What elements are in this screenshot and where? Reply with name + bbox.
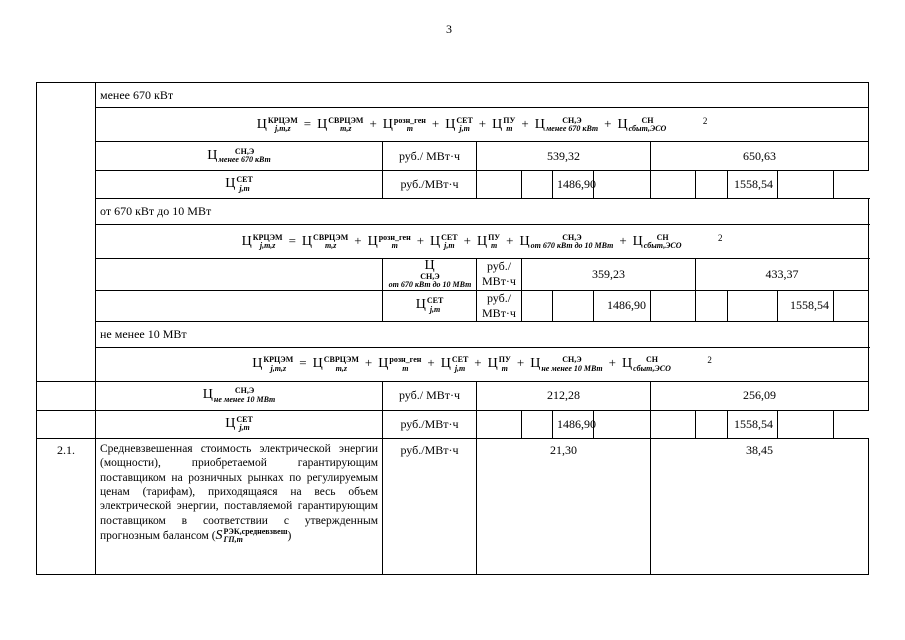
param-symbol <box>416 297 444 314</box>
value-cell: 1558,54 <box>728 410 778 438</box>
formula-term1-symbol-base: Ц <box>317 116 328 132</box>
formula-row <box>96 347 869 381</box>
formula-lhs-symbol-sub: j,m,z <box>259 240 276 250</box>
param-symbol-cell <box>96 381 383 410</box>
formula-term6-symbol-base: Ц <box>617 116 628 132</box>
param-symbol-sup: СН,Э <box>234 386 255 396</box>
formula-term4-symbol <box>477 234 500 251</box>
plus-sign: + <box>427 355 435 371</box>
equals-sign: = <box>303 115 312 131</box>
formula-term4-symbol-sup: ПУ <box>488 232 501 242</box>
formula-term1-symbol-base: Ц <box>312 356 323 372</box>
plus-sign: + <box>506 232 514 248</box>
footnote-mark: 2 <box>702 115 708 126</box>
formula-term2-symbol <box>383 117 426 134</box>
plus-sign: + <box>604 115 612 131</box>
formula-term3-symbol <box>441 356 469 373</box>
empty-cell <box>477 171 522 199</box>
param-symbol-base: Ц <box>202 387 213 403</box>
formula-term3-symbol-sup: СЕТ <box>441 232 458 242</box>
formula-term1-symbol-sup: СВРЦЭМ <box>313 232 349 242</box>
formula-term4-symbol-base: Ц <box>492 116 503 132</box>
formula-term6-symbol-sub: сбыт,ЭСО <box>633 363 671 373</box>
value-cell: 650,63 <box>651 142 869 171</box>
formula-term1-symbol <box>317 117 363 134</box>
param-symbol-cell <box>96 171 383 199</box>
formula-term2-symbol-base: Ц <box>367 233 378 249</box>
plus-sign: + <box>369 115 377 131</box>
param-symbol-sup: СН,Э <box>234 146 255 156</box>
param-symbol-base: Ц <box>225 176 236 192</box>
formula-term5-symbol-base: Ц <box>534 116 545 132</box>
param-symbol-cell <box>96 142 383 171</box>
formula-term6-symbol-sup: СН <box>656 232 669 242</box>
formula-row <box>96 108 869 142</box>
empty-cell <box>696 171 728 199</box>
formula-lhs-symbol-sup: КРЦЭМ <box>263 355 294 365</box>
empty-cell <box>651 171 696 199</box>
value-cell: 1558,54 <box>778 290 834 321</box>
formula-lhs-symbol-base: Ц <box>256 116 267 132</box>
formula-term3-symbol-sub: j,m <box>444 240 455 250</box>
footnote-mark: 2 <box>718 232 723 243</box>
number-cell-empty <box>37 381 96 410</box>
formula-term6-symbol <box>617 117 666 134</box>
plus-sign: + <box>474 355 482 371</box>
formula-term5-symbol <box>520 234 614 251</box>
param-symbol-sub: от 670 кВт до 10 МВт <box>388 280 472 290</box>
param-symbol-base: Ц <box>225 416 236 432</box>
unit-cell: руб./МВт·ч <box>383 438 477 574</box>
formula-term4-symbol <box>492 117 515 134</box>
item-description-text: Средневзвешенная стоимость электрической энергии (мощности), приобретаемой гарантирующим поставщиком на розничных рынках по регулируемым ценам (тарифам), приходящаяся на весь объем электрической энергии, поставляемой гарантирующим поставщиком в соответствии с утвержденным прогнозным балансом ( <box>100 442 378 543</box>
equals-sign: = <box>288 232 296 248</box>
formula-term3-symbol-base: Ц <box>445 116 456 132</box>
value-cell: 433,37 <box>696 259 869 291</box>
formula-lhs-symbol-sup: КРЦЭМ <box>252 232 283 242</box>
formula-term3-symbol-sup: СЕТ <box>451 355 469 365</box>
unit-cell: руб./ МВт·ч <box>383 142 477 171</box>
formula-term1-symbol-sub: m,z <box>335 363 347 373</box>
value-cell: 21,30 <box>477 438 651 574</box>
plus-sign: + <box>608 355 616 371</box>
param-symbol-sub: j,m <box>239 183 250 193</box>
formula-term2-symbol-sub: m <box>406 123 413 133</box>
formula-term4-symbol <box>488 356 511 373</box>
param-symbol-base: Ц <box>415 297 426 313</box>
empty-cell <box>778 410 834 438</box>
balance-symbol-base: S <box>215 528 223 544</box>
formula-term1-symbol-sub: m,z <box>324 240 337 250</box>
formula-term1-symbol <box>313 356 359 373</box>
empty-cell <box>696 290 728 321</box>
formula-term2-symbol-sup: розн_ген <box>389 355 422 365</box>
empty-cell <box>522 410 553 438</box>
formula-lhs-symbol-sup: КРЦЭМ <box>267 115 298 125</box>
formula-row <box>96 225 869 259</box>
formula-term2-symbol-sub: m <box>402 363 409 373</box>
formula-term1-symbol-sub: m,z <box>340 123 352 133</box>
formula-term3-symbol <box>445 117 473 134</box>
empty-cell <box>553 290 594 321</box>
param-symbol-cell <box>96 410 383 438</box>
number-cell-empty <box>96 259 383 291</box>
equals-sign: = <box>299 355 307 371</box>
formula-term4-symbol-base: Ц <box>476 233 488 249</box>
formula-term3-symbol <box>430 234 458 251</box>
plus-sign: + <box>354 232 362 248</box>
value-cell: 256,09 <box>651 381 869 410</box>
param-symbol <box>387 259 472 290</box>
value-cell: 1558,54 <box>728 171 778 199</box>
unit-cell: руб./МВт·ч <box>383 410 477 438</box>
param-symbol <box>225 416 253 433</box>
balance-symbol-sub: ГП,m <box>223 535 243 545</box>
section-label: менее 670 кВт <box>96 83 869 108</box>
unit-cell: руб./МВт·ч <box>383 171 477 199</box>
closing-paren: ) <box>287 530 292 543</box>
plus-sign: + <box>619 232 627 248</box>
value-cell: 1486,90 <box>553 410 594 438</box>
footnote-mark: 2 <box>707 355 712 366</box>
formula-term1-symbol-sup: СВРЦЭМ <box>328 115 364 125</box>
formula-lhs-symbol-sub: j,m,z <box>270 363 287 373</box>
empty-cell <box>594 171 651 199</box>
param-symbol-sub: j,m <box>239 423 250 433</box>
formula-term6-symbol-base: Ц <box>622 356 633 372</box>
param-symbol-sub: менее 670 кВт <box>218 155 271 164</box>
unit-cell: руб./ МВт·ч <box>383 381 477 410</box>
item-description <box>96 438 383 574</box>
formula-term6-symbol-sub: сбыт,ЭСО <box>628 123 667 133</box>
number-cell-empty <box>37 83 96 382</box>
empty-cell <box>477 410 522 438</box>
formula-term2-symbol-sup: розн_ген <box>393 115 426 125</box>
plus-sign: + <box>364 355 373 371</box>
formula-term4-symbol-sup: ПУ <box>503 115 516 125</box>
formula-term3-symbol-base: Ц <box>430 233 441 249</box>
empty-cell <box>651 410 696 438</box>
formula-term4-symbol-sup: ПУ <box>498 355 511 365</box>
formula-term5-symbol-sup: СН,Э <box>562 232 582 242</box>
empty-cell <box>728 290 778 321</box>
value-cell: 212,28 <box>477 381 651 410</box>
value-cell: 1486,90 <box>553 171 594 199</box>
param-symbol-sup: СЕТ <box>426 296 444 306</box>
plus-sign: + <box>516 355 525 371</box>
param-symbol-base: Ц <box>424 258 435 273</box>
param-symbol-sup: СН,Э <box>420 272 440 281</box>
param-symbol-cell <box>383 259 477 291</box>
param-symbol-sub: не менее 10 МВт <box>213 394 276 404</box>
param-symbol-sup: СЕТ <box>236 414 253 424</box>
formula-term1-symbol-sup: СВРЦЭМ <box>323 355 359 365</box>
formula-term4-symbol-sub: m <box>501 363 508 373</box>
item-number: 2.1. <box>37 438 96 574</box>
formula-lhs-symbol-sub: j,m,z <box>275 123 291 133</box>
tariff-table <box>36 82 869 575</box>
section-label: от 670 кВт до 10 МВт <box>96 199 869 225</box>
formula-term4-symbol-base: Ц <box>487 356 498 372</box>
formula-lhs-symbol <box>257 117 298 134</box>
value-cell: 539,32 <box>477 142 651 171</box>
formula-term5-symbol <box>535 117 598 134</box>
plus-sign: + <box>416 232 425 248</box>
formula-term5-symbol-base: Ц <box>519 233 530 249</box>
value-cell: 1486,90 <box>594 290 651 321</box>
formula-term4-symbol-sub: m <box>506 123 513 133</box>
plus-sign: + <box>478 115 487 131</box>
param-symbol-base: Ц <box>207 147 218 163</box>
value-cell: 359,23 <box>522 259 696 291</box>
formula-term5-symbol-sub: от 670 кВт до 10 МВт <box>530 240 614 250</box>
empty-cell <box>522 290 553 321</box>
unit-cell: руб./ МВт·ч <box>477 259 522 291</box>
param-symbol <box>203 387 275 404</box>
section-label: не менее 10 МВт <box>96 321 869 347</box>
formula-term5-symbol-sup: СН,Э <box>562 115 582 125</box>
formula-term5-symbol-base: Ц <box>530 356 541 372</box>
formula-term3-symbol-sup: СЕТ <box>456 115 473 125</box>
formula-term4-symbol-sub: m <box>491 240 498 250</box>
formula-term5-symbol <box>530 356 602 373</box>
formula-lhs-symbol-base: Ц <box>241 233 252 249</box>
formula-lhs-symbol <box>252 356 293 373</box>
empty-cell <box>778 171 834 199</box>
formula-term2-symbol-base: Ц <box>378 356 389 372</box>
empty-cell <box>594 410 651 438</box>
formula-term3-symbol-sub: j,m <box>454 363 466 373</box>
number-cell-empty <box>96 290 383 321</box>
param-symbol <box>207 148 270 165</box>
plus-sign: + <box>463 232 471 248</box>
param-symbol-sup: СЕТ <box>236 175 253 185</box>
empty-cell <box>834 290 869 321</box>
page-number: 3 <box>446 22 452 36</box>
plus-sign: + <box>521 115 529 131</box>
param-symbol-sub: j,m <box>429 304 441 314</box>
plus-sign: + <box>431 115 440 131</box>
formula-term2-symbol-base: Ц <box>382 116 393 132</box>
formula-term6-symbol-base: Ц <box>632 233 643 249</box>
formula-term6-symbol <box>633 234 682 251</box>
empty-cell <box>696 410 728 438</box>
formula-term3-symbol-sub: j,m <box>459 123 470 133</box>
formula-term2-symbol <box>378 356 421 373</box>
balance-symbol <box>216 528 288 545</box>
empty-cell <box>651 290 696 321</box>
formula-term6-symbol-sup: СН <box>641 115 654 125</box>
param-symbol <box>225 176 253 193</box>
formula-term2-symbol <box>368 234 411 251</box>
formula-term5-symbol-sup: СН,Э <box>562 355 582 365</box>
formula-term1-symbol <box>302 234 348 251</box>
formula-term3-symbol-base: Ц <box>440 356 451 372</box>
empty-cell <box>522 171 553 199</box>
formula-term2-symbol-sup: розн_ген <box>378 232 411 242</box>
balance-symbol-sup: РЭК,средневзвеш <box>223 527 288 537</box>
formula-term5-symbol-sub: менее 670 кВт <box>545 123 599 133</box>
formula-term6-symbol <box>622 356 671 373</box>
number-cell-empty <box>37 410 96 438</box>
formula-term5-symbol-sub: не менее 10 МВт <box>541 363 603 373</box>
param-symbol-cell <box>383 290 477 321</box>
formula-lhs-symbol-base: Ц <box>252 356 263 372</box>
formula-lhs-symbol <box>242 234 283 251</box>
formula-term2-symbol-sub: m <box>391 240 398 250</box>
unit-cell: руб./МВт·ч <box>477 290 522 321</box>
formula-term6-symbol-sup: СН <box>645 355 658 365</box>
value-cell: 38,45 <box>651 438 869 574</box>
formula-term1-symbol-base: Ц <box>301 233 313 249</box>
formula-term6-symbol-sub: сбыт,ЭСО <box>643 240 682 250</box>
